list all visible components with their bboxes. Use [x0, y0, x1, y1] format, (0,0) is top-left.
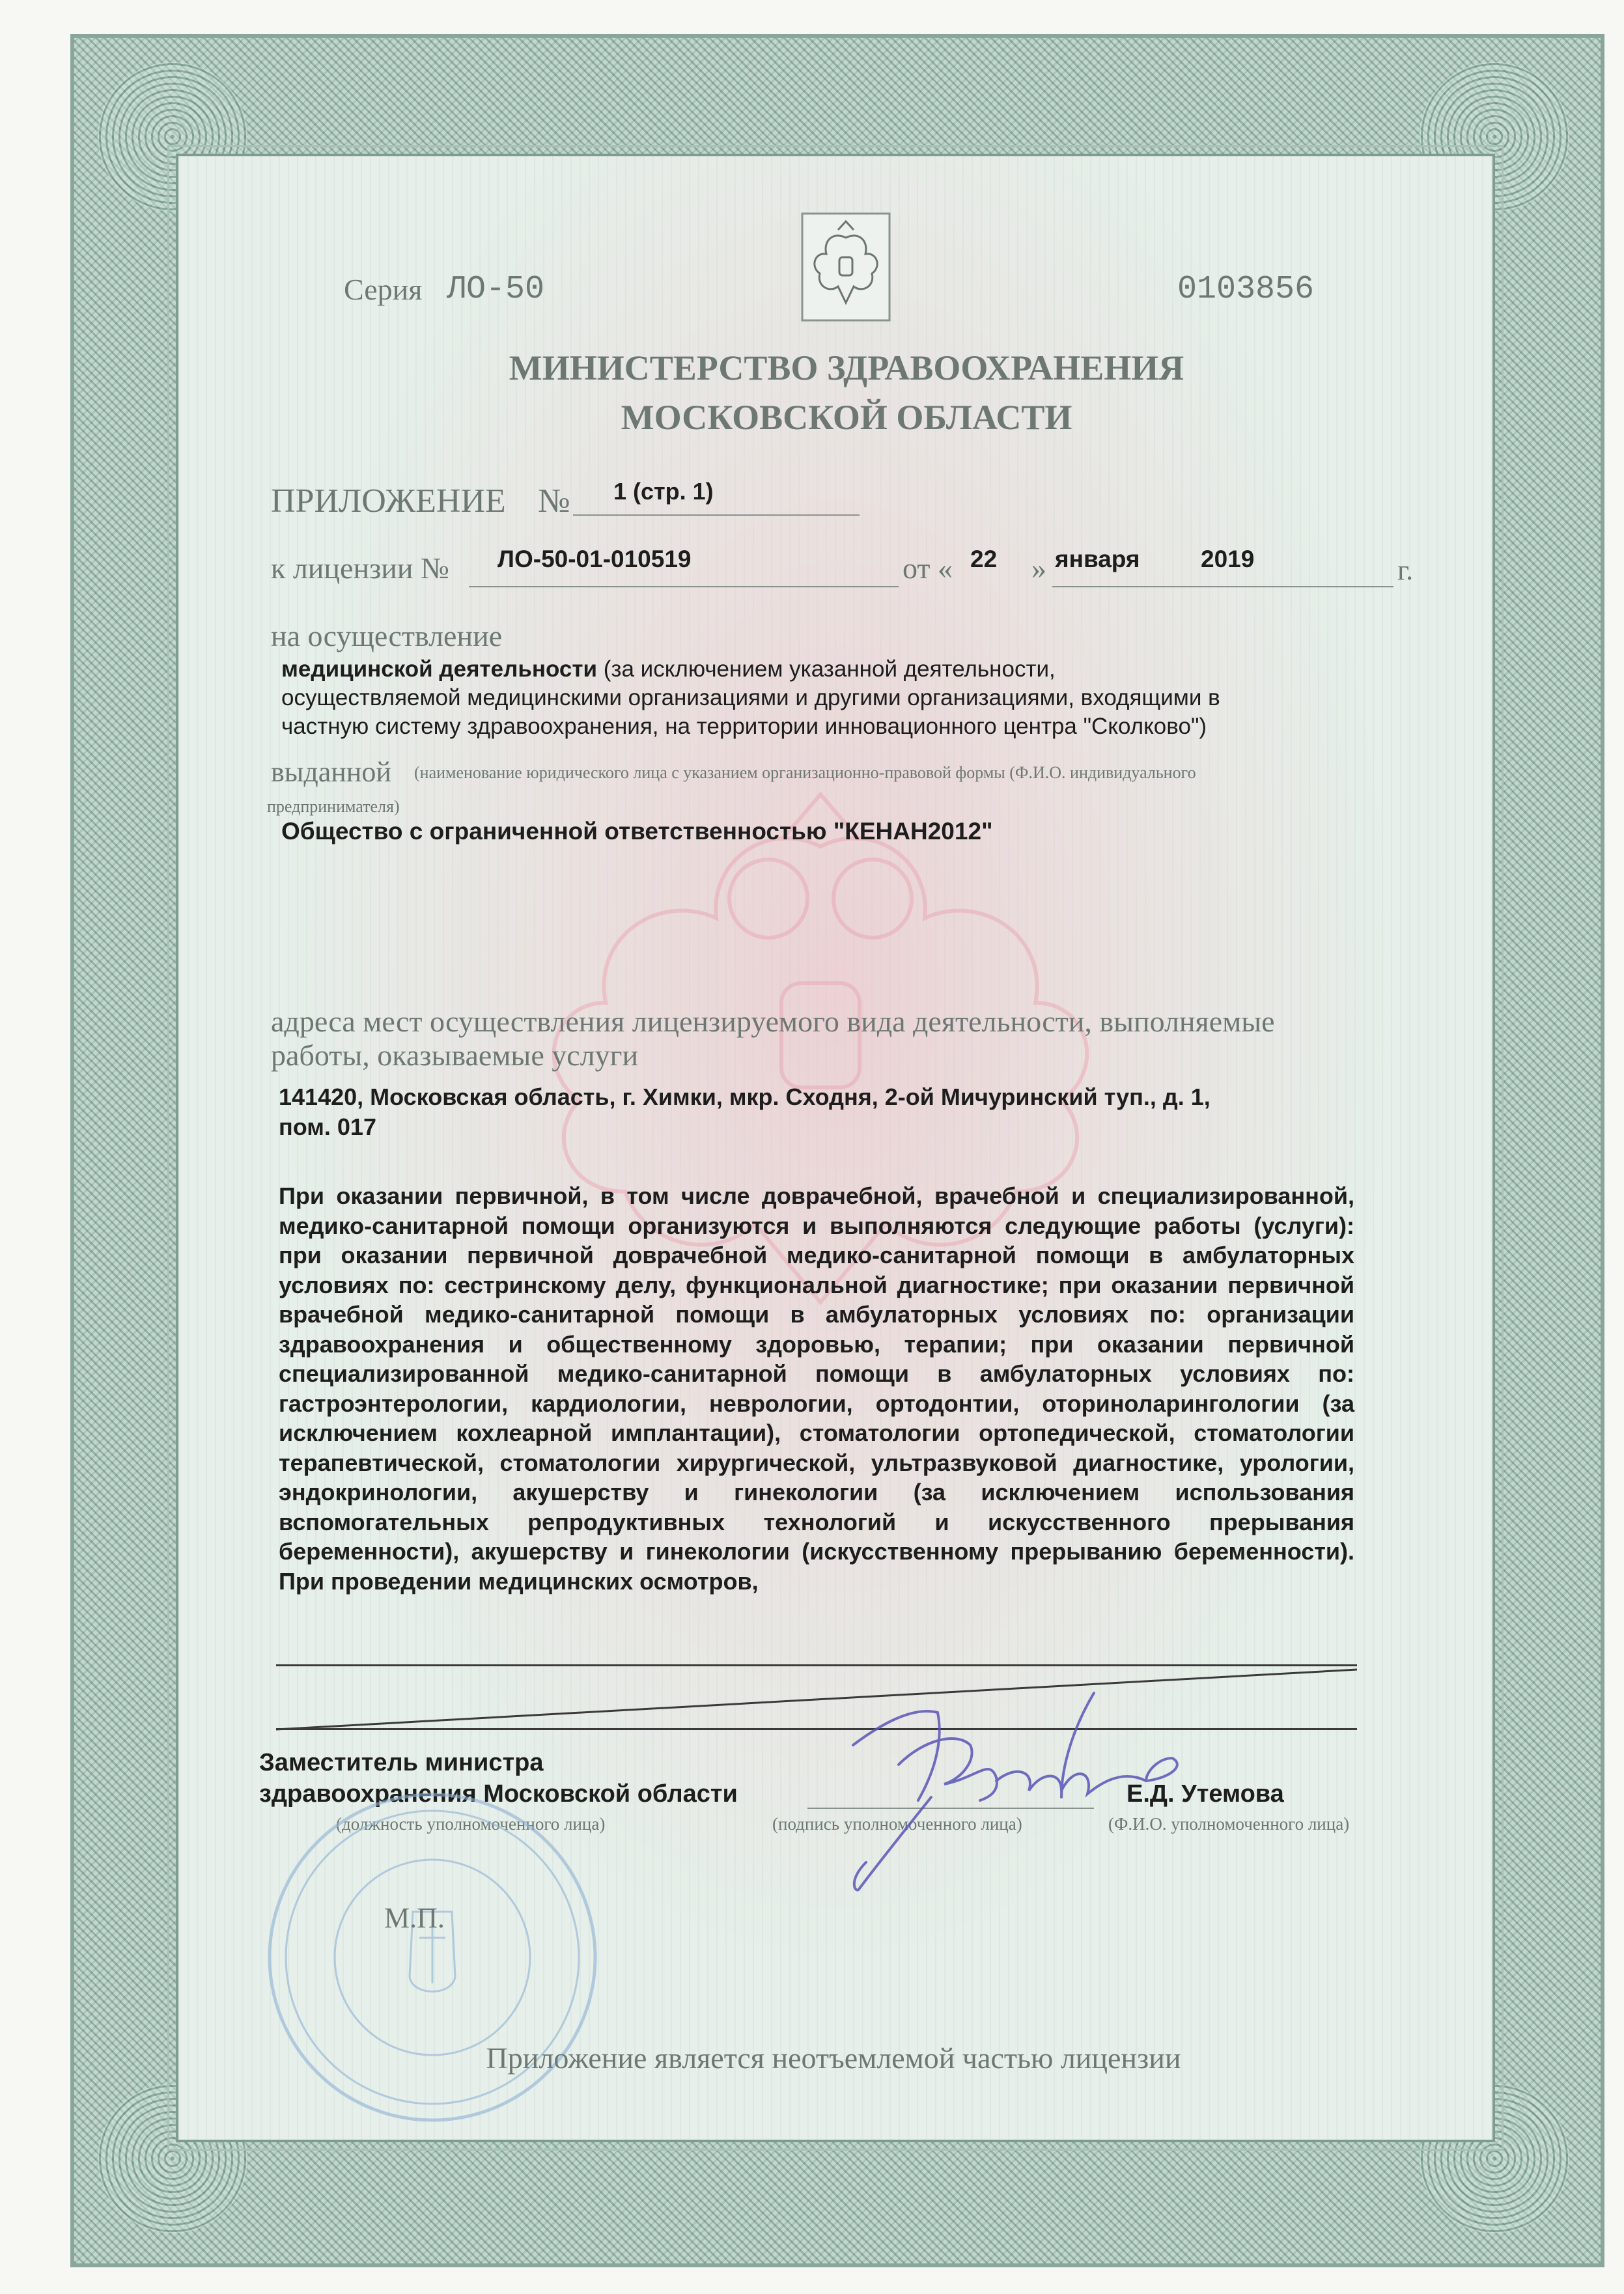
appendix-number-sign: № — [538, 483, 570, 520]
form-number: 0103856 — [1177, 271, 1315, 308]
stamp-place-label: М.П. — [384, 1902, 445, 1934]
activity-line1-rest: (за исключением указанной деятельности, — [597, 656, 1056, 682]
address-line2: пом. 017 — [279, 1113, 376, 1140]
address-line1: 141420, Московская область, г. Химки, мкр. Сходня, 2-ой Мичуринский туп., д. 1, — [279, 1084, 1211, 1110]
official-stamp — [263, 1788, 602, 2127]
footer-note: Приложение является неотъемлемой частью лицензии — [486, 2041, 1181, 2075]
license-date-year: 2019 — [1201, 546, 1255, 572]
activity-line2: осуществляемой медицинскими организациями и другими организациями, входящими в — [281, 685, 1220, 710]
caption-signature: (подпись уполномоченного лица) — [772, 1814, 1022, 1834]
activity-line3: частную систему здравоохранения, на территории инновационного центра "Сколково") — [281, 714, 1207, 739]
ministry-title-line2: МОСКОВСКОЙ ОБЛАСТИ — [621, 398, 1072, 437]
caption-position: (должность уполномоченного лица) — [336, 1814, 606, 1834]
licensee-name: Общество с ограниченной ответственностью "КЕНАН2012" — [281, 818, 993, 845]
signatory-position-line2: здравоохранения Московской области — [259, 1780, 738, 1808]
license-date-year-suffix: г. — [1397, 554, 1414, 586]
text-end-line — [276, 1664, 1357, 1666]
signatory-name: Е.Д. Утемова — [1127, 1780, 1284, 1808]
license-date-from-label: от « — [903, 552, 953, 585]
license-date-day: 22 — [970, 546, 998, 572]
appendix-underline — [573, 514, 860, 516]
caption-name: (Ф.И.О. уполномоченного лица) — [1108, 1814, 1350, 1834]
coat-of-arms-icon — [800, 212, 891, 322]
issued-hint-line1: (наименование юридического лица с указанием организационно-правовой формы (Ф.И.О. индивидуального — [414, 763, 1196, 782]
license-number: ЛО-50-01-010519 — [497, 546, 692, 572]
license-number-underline — [469, 586, 899, 587]
license-date-month: января — [1055, 546, 1140, 572]
license-date-day-close: » — [1031, 552, 1046, 585]
activity-bold-lead: медицинской деятельности — [281, 656, 598, 682]
license-label: к лицензии № — [271, 552, 449, 585]
signatory-position-line1: Заместитель министра — [259, 1749, 544, 1776]
series-value: ЛО-50 — [447, 271, 545, 308]
addresses-label-line2: работы, оказываемые услуги — [271, 1039, 639, 1072]
handwritten-signature — [781, 1667, 1198, 1914]
issued-label: выданной — [271, 756, 391, 788]
appendix-label: ПРИЛОЖЕНИЕ — [271, 483, 506, 520]
activity-line1 — [281, 656, 1056, 682]
ministry-title-line1: МИНИСТЕРСТВО ЗДРАВООХРАНЕНИЯ — [509, 348, 1184, 387]
addresses-label-line1: адреса мест осуществления лицензируемого вида деятельности, выполняемые — [271, 1005, 1275, 1038]
activity-label: на осуществление — [271, 619, 503, 652]
issued-hint-line2: предпринимателя) — [267, 797, 400, 816]
appendix-number: 1 (стр. 1) — [613, 478, 714, 505]
license-date-underline — [1052, 586, 1393, 587]
services-description: При оказании первичной, в том числе доврачебной, врачебной и специализированной, медико-санитарной помощи организуются и выполняются следующие работы (услуги): при оказании первичной доврачебной медико-санитарной помощи в амбулаторных условиях по: сестринскому делу, функциональной диагностике; при оказании первичной врачебной медико-санитарной помощи в амбулаторных условиях по: организации здравоохранения и общественному здоровью, терапии; при оказании первичной специализированной медико-санитарной помощи в амбулаторных условиях по: гастроэнтерологии, кардиологии, неврологии, ортодонтии, оториноларингологии (за исключением кохлеарной имплантации), стоматологии ортопедической, стоматологии терапевтической, стоматологии хирургической, ультразвуковой диагностике, урологии, эндокринологии, акушерству и гинекологии (за исключением использования вспомогательных репродуктивных технологий и искусственного прерывания беременности), акушерству и гинекологии (искусственному прерыванию беременности). При проведении медицинских осмотров, — [279, 1182, 1354, 1595]
series-label: Серия — [344, 273, 423, 306]
